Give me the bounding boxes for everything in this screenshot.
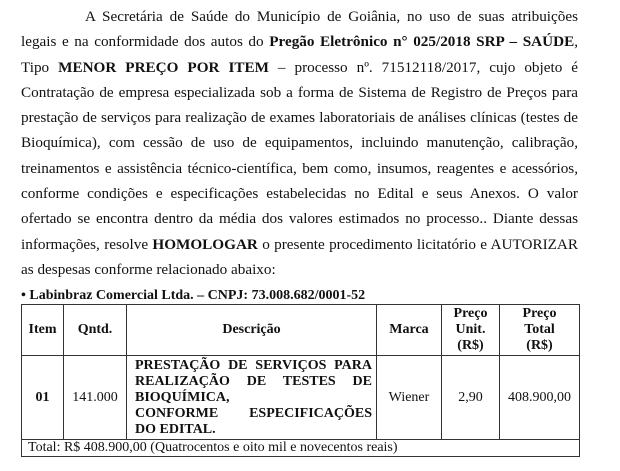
header-unit-price-l2: Unit. (455, 322, 486, 337)
desc-line: BIOQUÍMICA, (135, 390, 230, 405)
paragraph-text: A Secretária de Saúde do Município de Goiânia, no uso de suas atribuições legais e na conformidade dos autos do (21, 8, 578, 51)
paragraph-text: , Tipo (21, 33, 579, 76)
table-row (22, 356, 580, 440)
homologar-keyword: HOMOLOGAR (152, 235, 258, 253)
cell-unit-price: 2,90 (442, 356, 500, 440)
header-brand: Marca (377, 305, 442, 356)
company-heading: • Labinbraz Comercial Ltda. – CNPJ: 73.008.682/0001-52 (21, 288, 366, 303)
header-qty: Qntd. (64, 305, 127, 356)
desc-line: PRESTAÇÃO DE SERVIÇOS PARA (135, 358, 372, 373)
header-total-price-l1: Preço (522, 306, 557, 321)
header-unit-price-l1: Preço (453, 306, 488, 321)
table-header-row (22, 305, 580, 356)
cell-item: 01 (22, 356, 64, 440)
tipo-menor-preco: MENOR PREÇO POR ITEM (58, 58, 269, 76)
cell-desc (127, 356, 377, 440)
cell-total-price: 408.900,00 (500, 356, 580, 440)
desc-line: CONFORME ESPECIFICAÇÕES (135, 406, 372, 421)
homologation-paragraph (21, 4, 578, 282)
header-total-price-l3: (R$) (526, 338, 553, 353)
paragraph-text: o presente procedimento licitatório e AUTORIZAR as despesas conforme relacionado abaixo: (21, 235, 579, 278)
header-total-price-l2: Total (524, 322, 555, 337)
pregao-reference: Pregão Eletrônico n° 025/2018 SRP – SAÚDE (269, 33, 575, 51)
header-desc: Descrição (127, 305, 377, 356)
table-total-row (22, 440, 580, 457)
header-unit-price-l3: (R$) (457, 338, 484, 353)
cell-brand: Wiener (377, 356, 442, 440)
total-amount: Total: R$ 408.900,00 (Quatrocentos e oito mil e novecentos reais) (22, 440, 580, 457)
header-unit-price (442, 305, 500, 356)
paragraph-text: – processo nº. 71512118/2017, cujo objeto é Contratação de empresa especializada sob a forma de Sistema de Registro de Preços para prestação de serviços para realização de exames laboratoriais de análises clínicas (testes de Bioquímica), com cessão de uso de equipamentos, incluindo manutenção, calibração, treinamentos e assistência técnico-científica, bem como, insumos, reagentes e acessórios, conforme condições e especificações estabelecidas no Edital e seus Anexos. O valor ofertado se encontra dentro da média dos valores estimados no processo.. Diante dessas informações, resolve (21, 58, 579, 253)
header-item: Item (22, 305, 64, 356)
items-table (21, 304, 580, 457)
desc-line: REALIZAÇÃO DE TESTES DE (135, 374, 372, 389)
cell-qty: 141.000 (64, 356, 127, 440)
desc-line: DO EDITAL. (135, 422, 216, 437)
header-total-price (500, 305, 580, 356)
